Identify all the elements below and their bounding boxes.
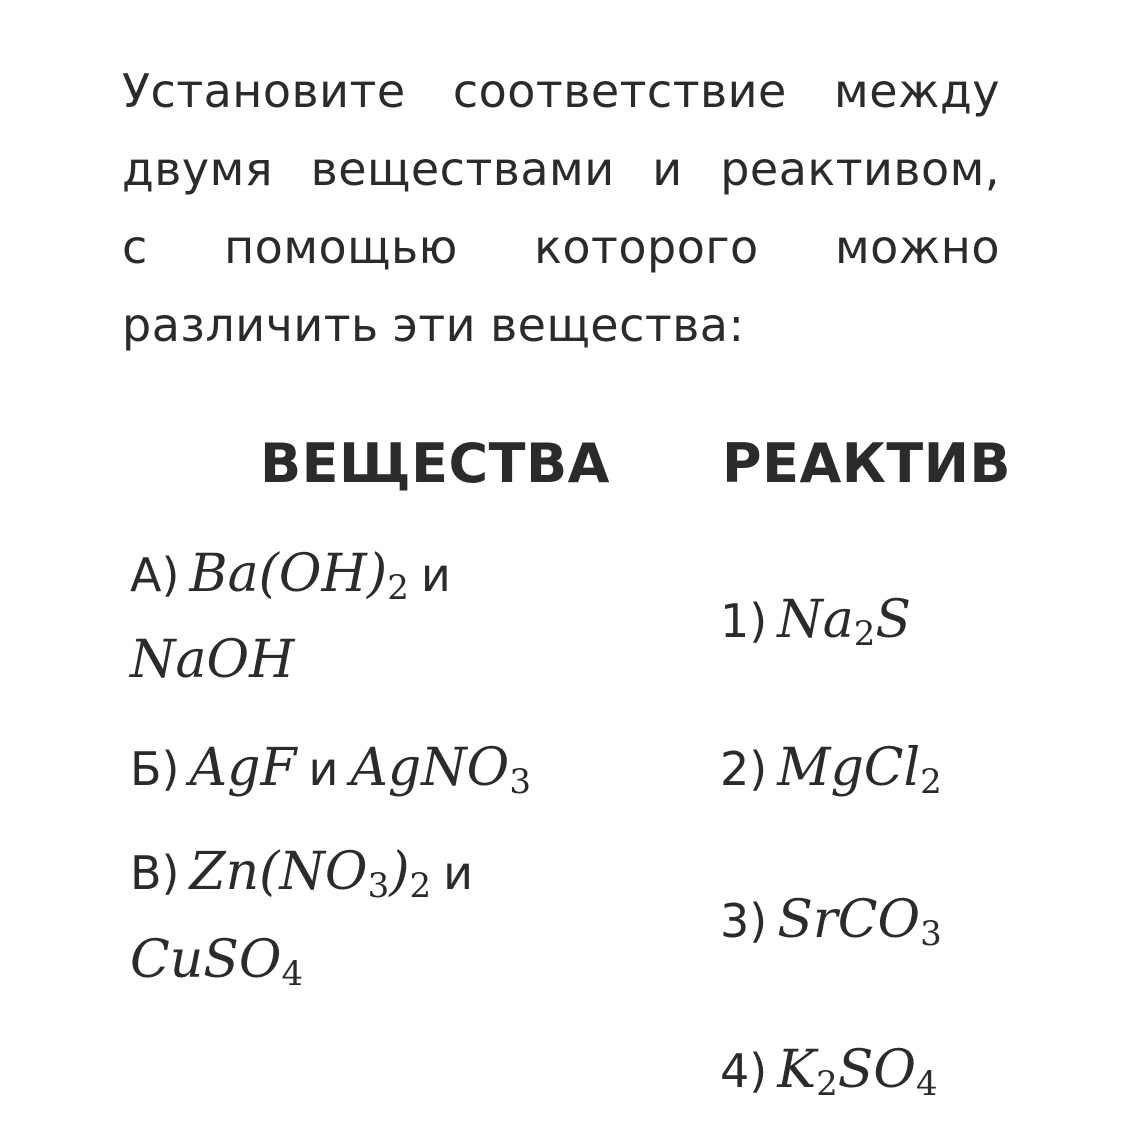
formula: NaOH xyxy=(130,630,295,690)
question-line-2 xyxy=(122,130,1000,208)
formula: SrCO$_3$ xyxy=(777,890,942,954)
substance-label: Б) xyxy=(130,742,180,796)
conjunction: и xyxy=(420,548,451,602)
substance-a-line-2 xyxy=(130,630,295,690)
reagent-3 xyxy=(720,890,942,954)
question-word: можно xyxy=(834,220,1000,274)
formula: AgF xyxy=(189,738,297,798)
question-word: веществами xyxy=(310,142,615,196)
reagent-4 xyxy=(720,1040,938,1104)
substance-v-line-1 xyxy=(130,842,485,906)
question-word: и xyxy=(652,142,683,196)
question-text xyxy=(122,52,1000,364)
conjunction: и xyxy=(308,742,339,796)
substance-b xyxy=(130,738,531,802)
formula: CuSO$_4$ xyxy=(130,930,304,994)
substances-header: ВЕЩЕСТВА xyxy=(260,432,610,495)
reagent-2 xyxy=(720,738,942,802)
substance-label: В) xyxy=(130,846,180,900)
reagent-label: 4) xyxy=(720,1044,768,1098)
question-word: соответствие xyxy=(452,64,787,118)
substance-label: А) xyxy=(130,548,180,602)
substance-v-line-2 xyxy=(130,930,304,994)
question-word: реактивом, xyxy=(720,142,1000,196)
question-line-3 xyxy=(122,208,1000,286)
reagent-1 xyxy=(720,590,911,654)
formula: $Ba(OH)_2$ xyxy=(189,544,409,608)
question-word: помощью xyxy=(224,220,458,274)
reagent-header: РЕАКТИВ xyxy=(722,432,1012,495)
question-word: вещества: xyxy=(490,298,745,352)
formula: $K_2SO_4$ xyxy=(777,1040,938,1104)
formula: $Zn(NO_3)_2$ xyxy=(189,842,432,906)
question-word: с xyxy=(122,220,148,274)
question-line-1 xyxy=(122,52,1000,130)
substance-a-line-1 xyxy=(130,544,463,608)
formula: MgCl$_2$ xyxy=(777,738,942,802)
formula: AgNO$_3$ xyxy=(350,738,531,802)
conjunction: и xyxy=(443,846,474,900)
question-word: между xyxy=(834,64,1000,118)
formula: $Na_2S$ xyxy=(777,590,911,654)
question-word: которого xyxy=(534,220,759,274)
question-word: эти xyxy=(392,298,477,352)
reagent-label: 1) xyxy=(720,594,768,648)
question-word: двумя xyxy=(122,142,274,196)
question-word: Установите xyxy=(122,64,406,118)
question-word: различить xyxy=(122,298,379,352)
reagent-label: 2) xyxy=(720,742,768,796)
reagent-label: 3) xyxy=(720,894,768,948)
question-line-4 xyxy=(122,286,1000,364)
